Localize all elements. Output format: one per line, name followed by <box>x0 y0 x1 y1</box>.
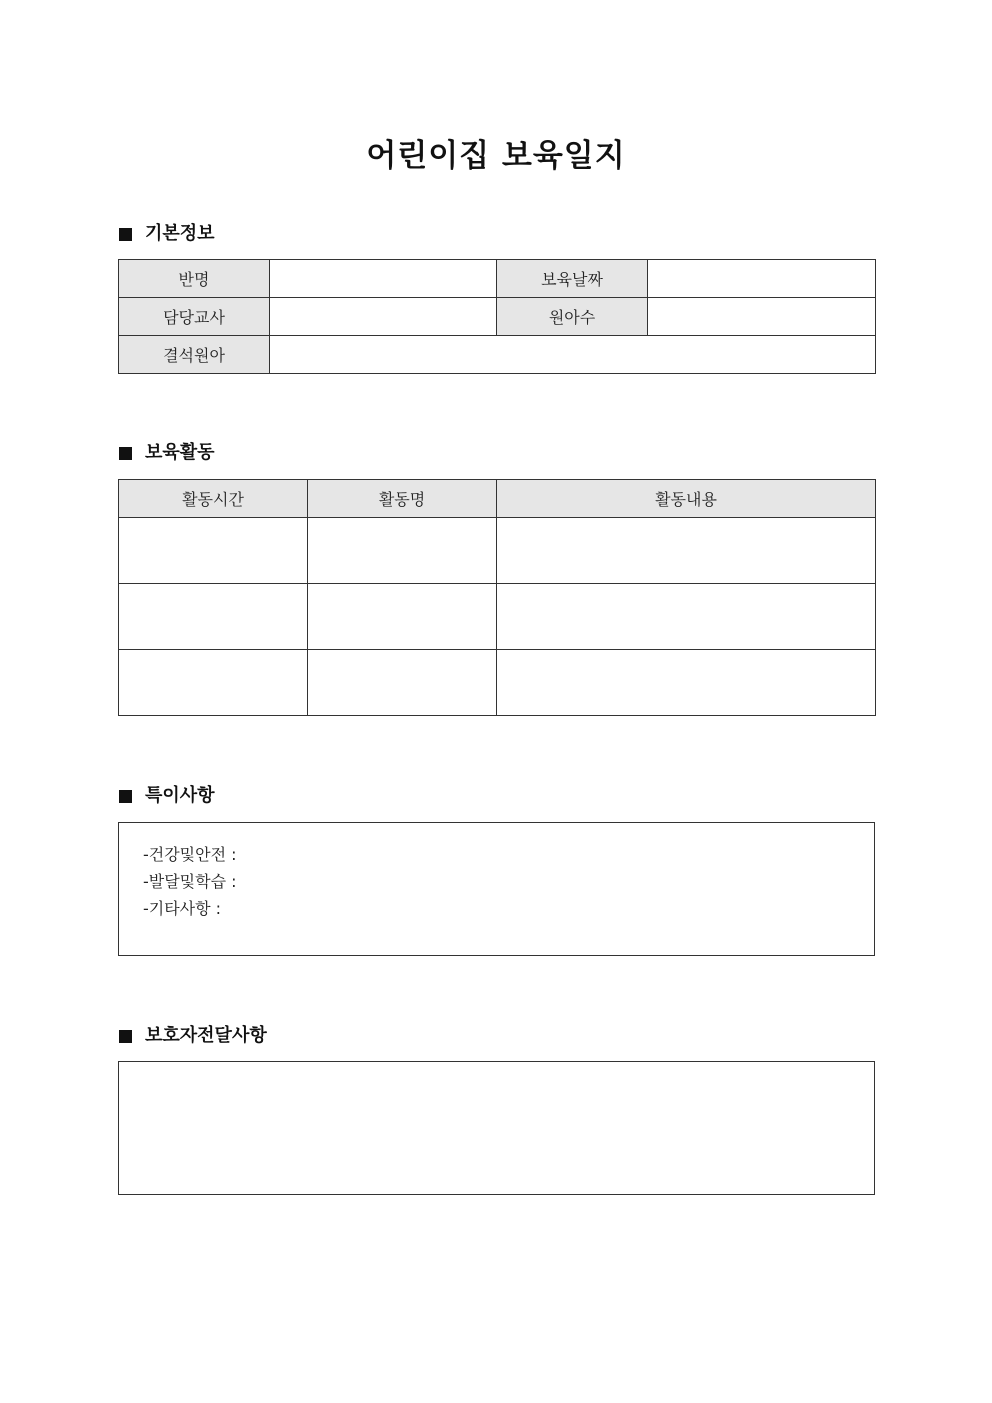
note-item-other: -기타사항 : <box>143 899 222 918</box>
activity-name-cell[interactable] <box>308 584 497 650</box>
class-name-field[interactable] <box>270 260 497 298</box>
special-notes-list <box>119 823 874 922</box>
activity-content-cell[interactable] <box>497 584 876 650</box>
care-date-field[interactable] <box>648 260 876 298</box>
square-bullet-icon <box>119 790 132 803</box>
page-title: 어린이집 보육일지 <box>366 138 626 174</box>
table-header-row <box>119 480 876 518</box>
table-row <box>119 584 876 650</box>
square-bullet-icon <box>119 1030 132 1043</box>
section-heading-label: 보호자전달사항 <box>145 1025 267 1046</box>
table-row <box>119 650 876 716</box>
table-row <box>119 518 876 584</box>
column-header-activity-content: 활동내용 <box>497 480 876 518</box>
table-row <box>119 298 876 336</box>
note-item-development-learning: -발달및학습 : <box>143 872 237 891</box>
section-heading-basic-info <box>119 222 215 246</box>
activity-content-cell[interactable] <box>497 650 876 716</box>
table-row <box>119 260 876 298</box>
care-date-label: 보육날짜 <box>497 260 648 298</box>
basic-info-table <box>118 259 876 374</box>
activity-name-cell[interactable] <box>308 650 497 716</box>
section-heading-label: 기본정보 <box>145 223 215 244</box>
section-heading-label: 보육활동 <box>145 442 215 463</box>
section-heading-activities <box>119 441 215 465</box>
section-heading-parent-notes <box>119 1024 267 1048</box>
teacher-field[interactable] <box>270 298 497 336</box>
table-row <box>119 336 876 374</box>
absent-children-label: 결석원아 <box>119 336 270 374</box>
class-name-label: 반명 <box>119 260 270 298</box>
activities-table <box>118 479 876 716</box>
parent-notes-box[interactable] <box>118 1061 875 1195</box>
column-header-activity-time: 활동시간 <box>119 480 308 518</box>
square-bullet-icon <box>119 228 132 241</box>
special-notes-box[interactable] <box>118 822 875 956</box>
child-count-field[interactable] <box>648 298 876 336</box>
section-heading-special-notes <box>119 784 215 808</box>
teacher-label: 담당교사 <box>119 298 270 336</box>
absent-children-field[interactable] <box>270 336 876 374</box>
note-item-health-safety: -건강및안전 : <box>143 845 237 864</box>
child-count-label: 원아수 <box>497 298 648 336</box>
activity-time-cell[interactable] <box>119 584 308 650</box>
activity-content-cell[interactable] <box>497 518 876 584</box>
activity-time-cell[interactable] <box>119 650 308 716</box>
activity-name-cell[interactable] <box>308 518 497 584</box>
column-header-activity-name: 활동명 <box>308 480 497 518</box>
activity-time-cell[interactable] <box>119 518 308 584</box>
section-heading-label: 특이사항 <box>145 785 215 806</box>
square-bullet-icon <box>119 447 132 460</box>
